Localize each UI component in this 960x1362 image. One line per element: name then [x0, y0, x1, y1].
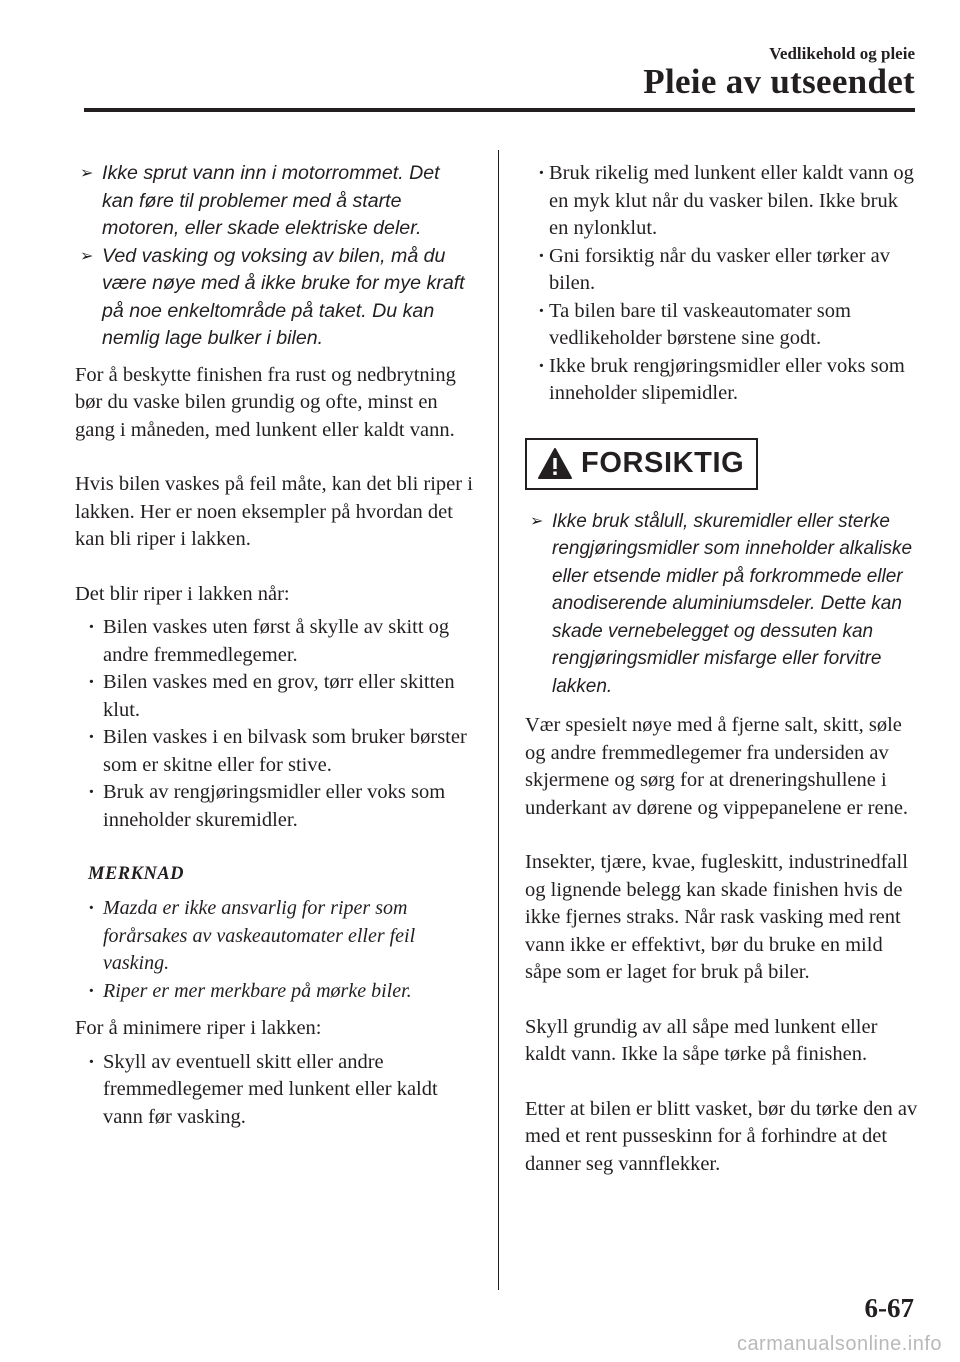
paragraph-dry-car: Etter at bilen er blitt vasket, bør du tørke den av med et rent pusseskinn for å forhindre at det danner seg vannflekker. [525, 1097, 918, 1175]
left-column [75, 160, 475, 1131]
note-item: · Mazda er ikke ansvarlig for riper som forårsakes av vaskeautomater eller feil vasking. [75, 895, 475, 978]
paragraph-insects-tar: Insekter, tjære, kvae, fugleskitt, industrinedfall og lignende belegg kan skade finishen hvis de ikke fjernes straks. Når rask vasking med rent vann ikke er effektivt, bør du bruke en mild såpe som er laget for bruk på biler. [525, 851, 908, 983]
page-number: 6-67 [864, 1293, 914, 1323]
list-item: · Ta bilen bare til vaskeautomater som vedlikeholder børstene sine godt. [525, 298, 920, 353]
header-rule [84, 108, 915, 112]
paragraph-salt-removal: Vær spesielt nøye med å fjerne salt, skitt, søle og andre fremmedlegemer fra undersiden av skjermene og sørg for at dreneringshullene i underkant av dørene og vippepanelene er rene. [525, 714, 909, 819]
warning-item: ➢ Ikke sprut vann inn i motorrommet. Det kan føre til problemer med å starte motoren, eller skade elektriske deler. [75, 160, 475, 243]
warning-triangle-icon [537, 447, 573, 480]
note-item: · Riper er mer merkbare på mørke biler. [75, 978, 475, 1006]
paragraph-rinse-soap: Skyll grundig av all såpe med lunkent eller kaldt vann. Ikke la såpe tørke på finishen. [525, 1015, 878, 1065]
list-item: · Ikke bruk rengjøringsmidler eller voks som inneholder slipemidler. [525, 353, 920, 408]
paragraph-rust-protection: For å beskytte finishen fra rust og nedbrytning bør du vaske bilen grundig og ofte, minst en gang i måneden, med lunkent eller kaldt vann. [75, 363, 456, 441]
list-item: · Skyll av eventuell skitt eller andre fremmedlegemer med lunkent eller kaldt vann før vasking. [75, 1049, 475, 1132]
caution-box-wrapper [525, 438, 920, 490]
warning-item: ➢ Ved vasking og voksing av bilen, må du være nøye med å ikke bruke for mye kraft på noe enkeltområde på taket. Du kan nemlig lage bulker i bilen. [75, 243, 475, 353]
minimize-intro: For å minimere riper i lakken: [75, 1017, 322, 1039]
list-item: · Bruk av rengjøringsmidler eller voks som inneholder skuremidler. [75, 779, 475, 834]
caution-box [525, 438, 758, 490]
list-item: · Bilen vaskes med en grov, tørr eller skitten klut. [75, 669, 475, 724]
paragraph-scratch-risk: Hvis bilen vaskes på feil måte, kan det bli riper i lakken. Her er noen eksempler på hvordan det kan bli riper i lakken. [75, 473, 473, 550]
list-item: · Bilen vaskes uten først å skylle av skitt og andre fremmedlegemer. [75, 614, 475, 669]
caution-label: FORSIKTIG [581, 447, 745, 479]
list-item: · Bilen vaskes i en bilvask som bruker børster som er skitne eller for stive. [75, 724, 475, 779]
column-divider [498, 150, 499, 1290]
section-title: Vedlikehold og pleie [769, 44, 915, 63]
right-column [525, 160, 920, 1178]
scratch-causes-intro: Det blir riper i lakken når: [75, 582, 290, 605]
note-heading: MERKNAD [88, 864, 185, 884]
watermark: carmanualsonline.info [736, 1333, 942, 1355]
page-title: Pleie av utseendet [643, 62, 915, 101]
list-item: · Bruk rikelig med lunkent eller kaldt vann og en myk klut når du vasker bilen. Ikke bruk en nylonklut. [525, 160, 920, 243]
caution-warning-item: ➢ Ikke bruk stålull, skuremidler eller sterke rengjøringsmidler som inneholder alkaliske eller etsende midler på forkrommede eller anodiserende aluminiumsdeler. Dette kan skade vernebelegget og dessuten kan rengjøringsmidler misfarge eller forvitre lakken. [525, 508, 920, 701]
list-item: · Gni forsiktig når du vasker eller tørker av bilen. [525, 243, 920, 298]
